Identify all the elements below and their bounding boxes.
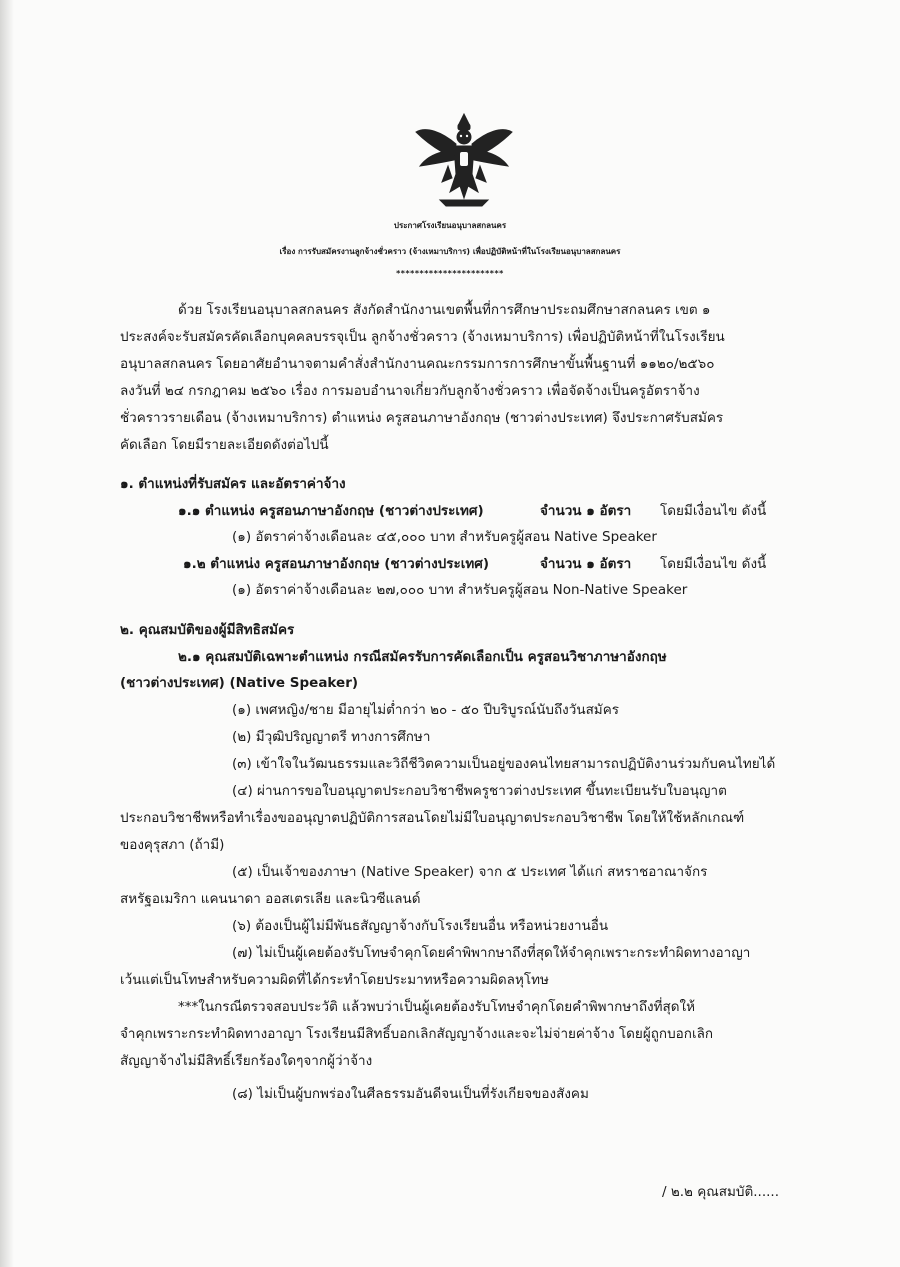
qualification-7-cont: เว้นแต่เป็นโทษสำหรับความผิดที่ได้กระทำโดยประมาทหรือความผิดลหุโทษ	[120, 972, 549, 988]
intro-line-2: ประสงค์จะรับสมัครคัดเลือกบุคคลบรรจุเป็น ลูกจ้างชั่วคราว (จ้างเหมาบริการ) เพื่อปฏิบัติหน้าที่ในโรงเรียน	[120, 329, 725, 345]
criminal-record-note-cont-1: จำคุกเพราะกระทำผิดทางอาญา โรงเรียนมีสิทธิ์บอกเลิกสัญญาจ้างและจะไม่จ่ายค่าจ้าง โดยผู้ถูกบอกเลิก	[120, 1026, 714, 1042]
qualification-7: (๗) ไม่เป็นผู้เคยต้องรับโทษจำคุกโดยคำพิพากษาถึงที่สุดให้จำคุกเพราะกระทำผิดทางอาญา	[232, 945, 751, 961]
criminal-record-note: ***ในกรณีตรวจสอบประวัติ แล้วพบว่าเป็นผู้เคยต้องรับโทษจำคุกโดยคำพิพากษาถึงที่สุดให้	[178, 999, 695, 1015]
position-1-count: จำนวน ๑ อัตรา	[540, 503, 632, 519]
qualification-5: (๕) เป็นเจ้าของภาษา (Native Speaker) จาก ๕ ประเทศ ได้แก่ สหราชอาณาจักร	[232, 864, 708, 880]
position-2-title: ๑.๒ ตำแหน่ง ครูสอนภาษาอังกฤษ (ชาวต่างประเทศ)	[183, 556, 489, 572]
intro-line-4: ลงวันที่ ๒๔ กรกฎาคม ๒๕๖๐ เรื่อง การมอบอำนาจเกี่ยวกับลูกจ้างชั่วคราว เพื่อจัดจ้างเป็นครูอัตราจ้าง	[120, 383, 700, 399]
position-1-rate: (๑) อัตราค่าจ้างเดือนละ ๔๕,๐๐๐ บาท สำหรับครูผู้สอน Native Speaker	[232, 529, 657, 545]
page-edge-shadow	[0, 0, 14, 1267]
section-2-1-heading-cont: (ชาวต่างประเทศ) (Native Speaker)	[120, 675, 359, 691]
intro-line-1: ด้วย โรงเรียนอนุบาลสกลนคร สังกัดสำนักงานเขตพื้นที่การศึกษาประถมศึกษาสกลนคร เขต ๑	[178, 302, 711, 318]
qualification-4: (๔) ผ่านการขอใบอนุญาตประกอบวิชาชีพครูชาวต่างประเทศ ขึ้นทะเบียนรับใบอนุญาต	[232, 783, 727, 799]
position-1-condition: โดยมีเงื่อนไข ดังนี้	[660, 503, 767, 519]
qualification-8: (๘) ไม่เป็นผู้บกพร่องในศีลธรรมอันดีจนเป็นที่รังเกียจของสังคม	[232, 1086, 589, 1102]
qualification-3: (๓) เข้าใจในวัฒนธรรมและวิถีชีวิตความเป็นอยู่ของคนไทยสามารถปฏิบัติงานร่วมกับคนไทยได้	[232, 756, 776, 772]
intro-line-6: คัดเลือก โดยมีรายละเอียดดังต่อไปนี้	[120, 437, 329, 453]
section-2-heading: ๒. คุณสมบัติของผู้มีสิทธิสมัคร	[120, 622, 295, 638]
position-2-count: จำนวน ๑ อัตรา	[540, 556, 632, 572]
intro-line-3: อนุบาลสกลนคร โดยอาศัยอำนาจตามคำสั่งสำนักงานคณะกรรมการการศึกษาขั้นพื้นฐานที่ ๑๑๒๐/๒๕๖๐	[120, 356, 715, 372]
qualification-5-cont: สหรัฐอเมริกา แคนนาดา ออสเตรเลีย และนิวซีแลนด์	[120, 891, 421, 907]
intro-line-5: ชั่วคราวรายเดือน (จ้างเหมาบริการ) ตำแหน่ง ครูสอนภาษาอังกฤษ (ชาวต่างประเทศ) จึงประกาศรับสมัคร	[120, 410, 724, 426]
position-2-rate: (๑) อัตราค่าจ้างเดือนละ ๒๗,๐๐๐ บาท สำหรับครูผู้สอน Non-Native Speaker	[232, 582, 688, 598]
qualification-4-cont-1: ประกอบวิชาชีพหรือทำเรื่องขออนุญาตปฏิบัติการสอนโดยไม่มีใบอนุญาตประกอบวิชาชีพ โดยให้ใช้หลักเกณฑ์	[120, 810, 745, 826]
section-2-1-heading: ๒.๑ คุณสมบัติเฉพาะตำแหน่ง กรณีสมัครรับการคัดเลือกเป็น ครูสอนวิชาภาษาอังกฤษ	[178, 649, 667, 665]
qualification-1: (๑) เพศหญิง/ชาย มีอายุไม่ต่ำกว่า ๒๐ - ๕๐ ปีบริบูรณ์นับถึงวันสมัคร	[232, 702, 619, 718]
qualification-4-cont-2: ของคุรุสภา (ถ้ามี)	[120, 837, 225, 853]
garuda-emblem-icon	[412, 110, 516, 210]
position-2-condition: โดยมีเงื่อนไข ดังนี้	[660, 556, 767, 572]
qualification-2: (๒) มีวุฒิปริญญาตรี ทางการศึกษา	[232, 729, 431, 745]
continued-on-next-page: / ๒.๒ คุณสมบัติ......	[662, 1184, 779, 1200]
announcement-subject: เรื่อง การรับสมัครงานลูกจ้างชั่วคราว (จ้างเหมาบริการ) เพื่อปฏิบัติหน้าที่ในโรงเรียนอนุบาลสกลนคร	[279, 247, 621, 256]
announcement-title: ประกาศโรงเรียนอนุบาลสกลนคร	[393, 221, 507, 230]
qualification-6: (๖) ต้องเป็นผู้ไม่มีพันธสัญญาจ้างกับโรงเรียนอื่น หรือหน่วยงานอื่น	[232, 918, 609, 934]
section-1-heading: ๑. ตำแหน่งที่รับสมัคร และอัตราค่าจ้าง	[120, 476, 346, 492]
position-1-title: ๑.๑ ตำแหน่ง ครูสอนภาษาอังกฤษ (ชาวต่างประเทศ)	[178, 503, 484, 519]
title-separator: ***********************	[396, 269, 504, 278]
criminal-record-note-cont-2: สัญญาจ้างไม่มีสิทธิ์เรียกร้องใดๆจากผู้ว่าจ้าง	[120, 1053, 373, 1069]
